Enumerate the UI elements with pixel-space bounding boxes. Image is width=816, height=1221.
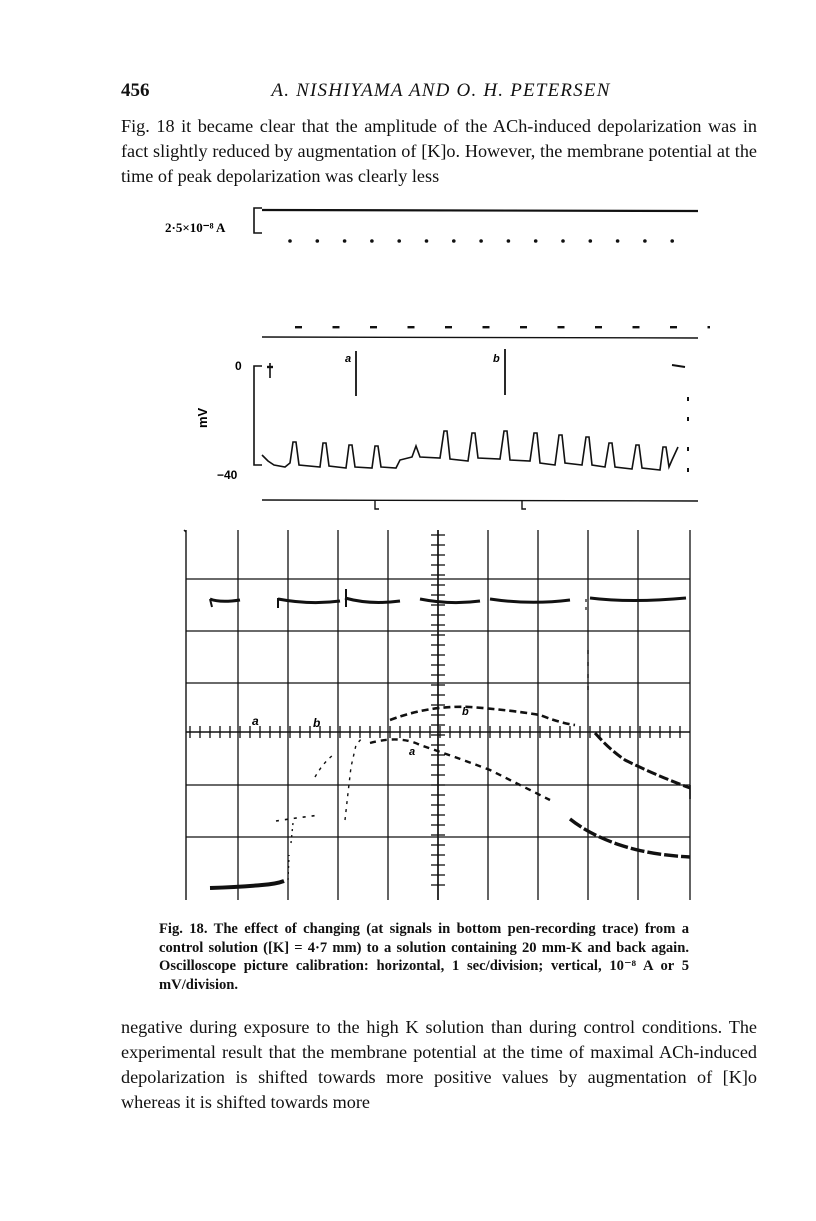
page-number: 456	[121, 80, 150, 101]
current-trace	[254, 208, 698, 243]
oscilloscope-picture	[184, 530, 690, 900]
marker-b-label: b	[493, 353, 500, 365]
body-paragraph-top	[121, 114, 757, 189]
paragraph-text: negative during exposure to the high K solution than during control conditions. The experimental result that the membrane potential at the time of maximal ACh-induced depolarization is shifted towards more positive values by augmentation of [K]o whereas it is shifted towards more	[121, 1017, 757, 1112]
figure-drawing	[150, 195, 710, 915]
body-paragraph-bottom	[121, 1015, 757, 1115]
voltage-trace	[254, 326, 710, 509]
figure-caption: Fig. 18. The effect of changing (at signals in bottom pen-recording trace) from a control solution ([K] = 4·7 mm) to a solution containing 20 mm-K and back again. Oscilloscope picture calibration: horizontal, 1 sec/division; vertical, 10⁻⁸ A or 5 mV/division.	[159, 921, 689, 993]
marker-a-label: a	[345, 353, 352, 365]
voltage-tick-0: 0	[235, 359, 242, 373]
paragraph-text: Fig. 18 it became clear that the amplitude of the ACh-induced depolarization was in fact slightly reduced by augmentation of [K]o. However, the membrane potential at the time of peak depolarization was clearly less	[121, 116, 757, 186]
figure-18	[150, 195, 710, 915]
voltage-tick-minus40: −40	[217, 468, 238, 482]
current-scale-label: 2·5×10⁻⁸ A	[165, 220, 226, 235]
scope-label-a2: a	[409, 746, 416, 758]
scope-label-b2: b	[462, 706, 469, 718]
scope-label-a1: a	[252, 714, 259, 728]
scope-label-b1: b	[313, 716, 321, 730]
page-header	[121, 80, 761, 106]
running-head: A. NISHIYAMA AND O. H. PETERSEN	[271, 80, 611, 101]
voltage-axis-label: mV	[195, 407, 210, 428]
